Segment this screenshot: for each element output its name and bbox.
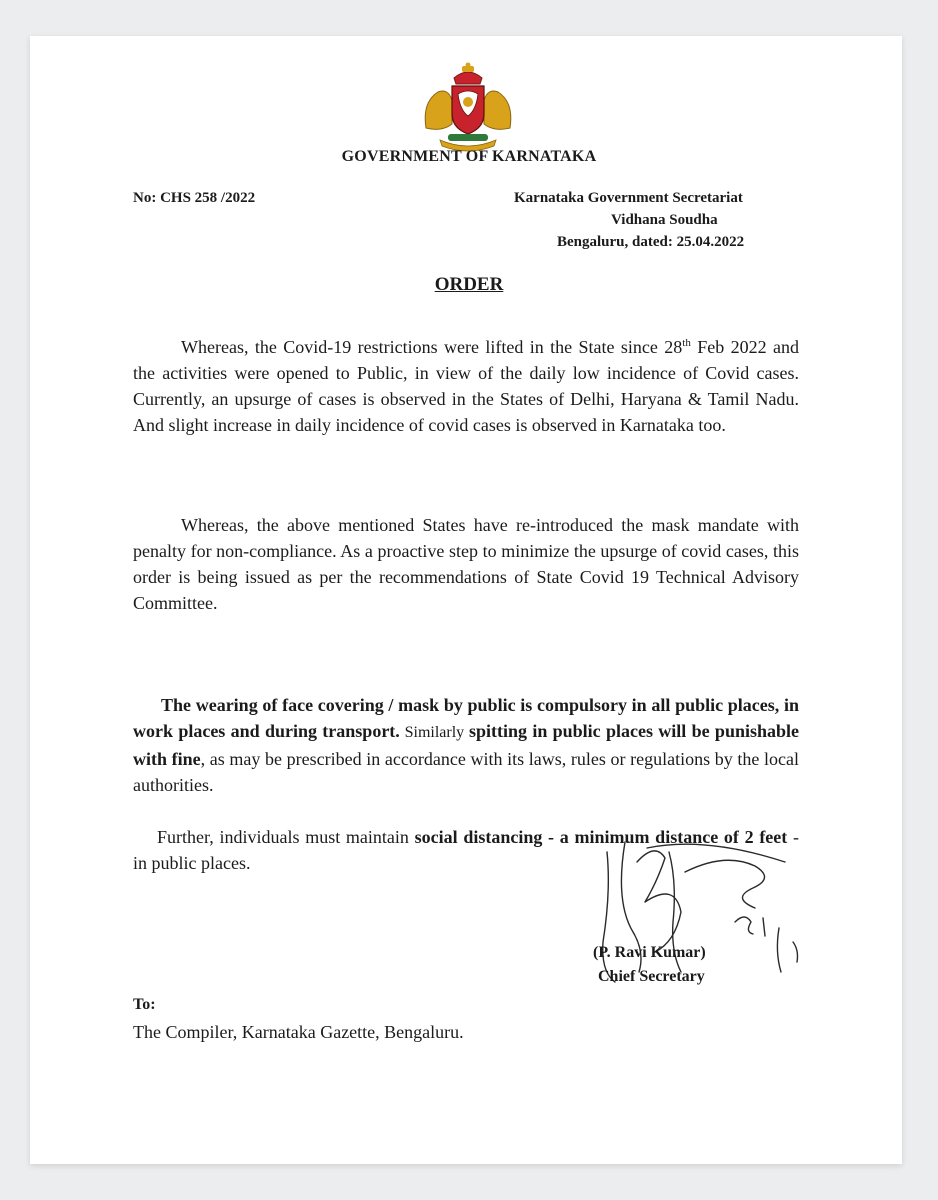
paragraph-restrictions-lifted — [133, 330, 799, 438]
paragraph-text: Similarly — [399, 724, 469, 741]
paragraph-mask-compulsory — [133, 692, 799, 798]
karnataka-emblem-icon — [418, 62, 518, 152]
address-line-vidhana-soudha: Vidhana Soudha — [611, 212, 718, 228]
paragraph-text: , as may be prescribed in accordance with its laws, rules or regulations by the local authorities. — [133, 749, 799, 795]
bold-text: spitting in public places will be punishable with fine — [133, 721, 799, 769]
superscript: th — [682, 337, 691, 349]
bold-text: The wearing of face covering / mask by public is compulsory in all public places, in work places and during transport. — [133, 695, 799, 741]
recipient-label: To: — [133, 996, 156, 1013]
address-line-date: Bengaluru, dated: 25.04.2022 — [557, 234, 745, 250]
reference-number: No: CHS 258 /2022 — [133, 190, 256, 206]
recipient-line: The Compiler, Karnataka Gazette, Bengaluru. — [133, 1022, 464, 1042]
signatory-name: (P. Ravi Kumar) — [593, 944, 706, 961]
paragraph-text: - in public places. — [133, 827, 799, 873]
paragraph-text: Feb 2022 and the activities were opened to Public, in view of the daily low incidence of Covid cases. Currently, an upsurge of cases is observed in the States of Delhi, Haryana & Tamil Nadu. And slight increase in daily incidence of covid cases is observed in Karnataka too. — [133, 337, 799, 435]
paragraph-text: Further, individuals must maintain — [157, 827, 415, 847]
bold-text: social distancing - a minimum distance of 2 feet — [414, 827, 788, 847]
paragraph-mask-mandate: Whereas, the above mentioned States have re-introduced the mask mandate with penalty for non-compliance. As a proactive step to minimize the upsurge of covid cases, this order is being issued as per the recommendations of State Covid 19 Technical Advisory Committee. — [133, 515, 799, 613]
government-heading: GOVERNMENT OF KARNATAKA — [341, 148, 597, 165]
order-title: ORDER — [434, 274, 504, 295]
address-line-secretariat: Karnataka Government Secretariat — [514, 190, 743, 206]
signatory-designation: Chief Secretary — [598, 968, 705, 985]
paragraph-text: Whereas, the Covid-19 restrictions were lifted in the State since 28 — [181, 337, 683, 357]
